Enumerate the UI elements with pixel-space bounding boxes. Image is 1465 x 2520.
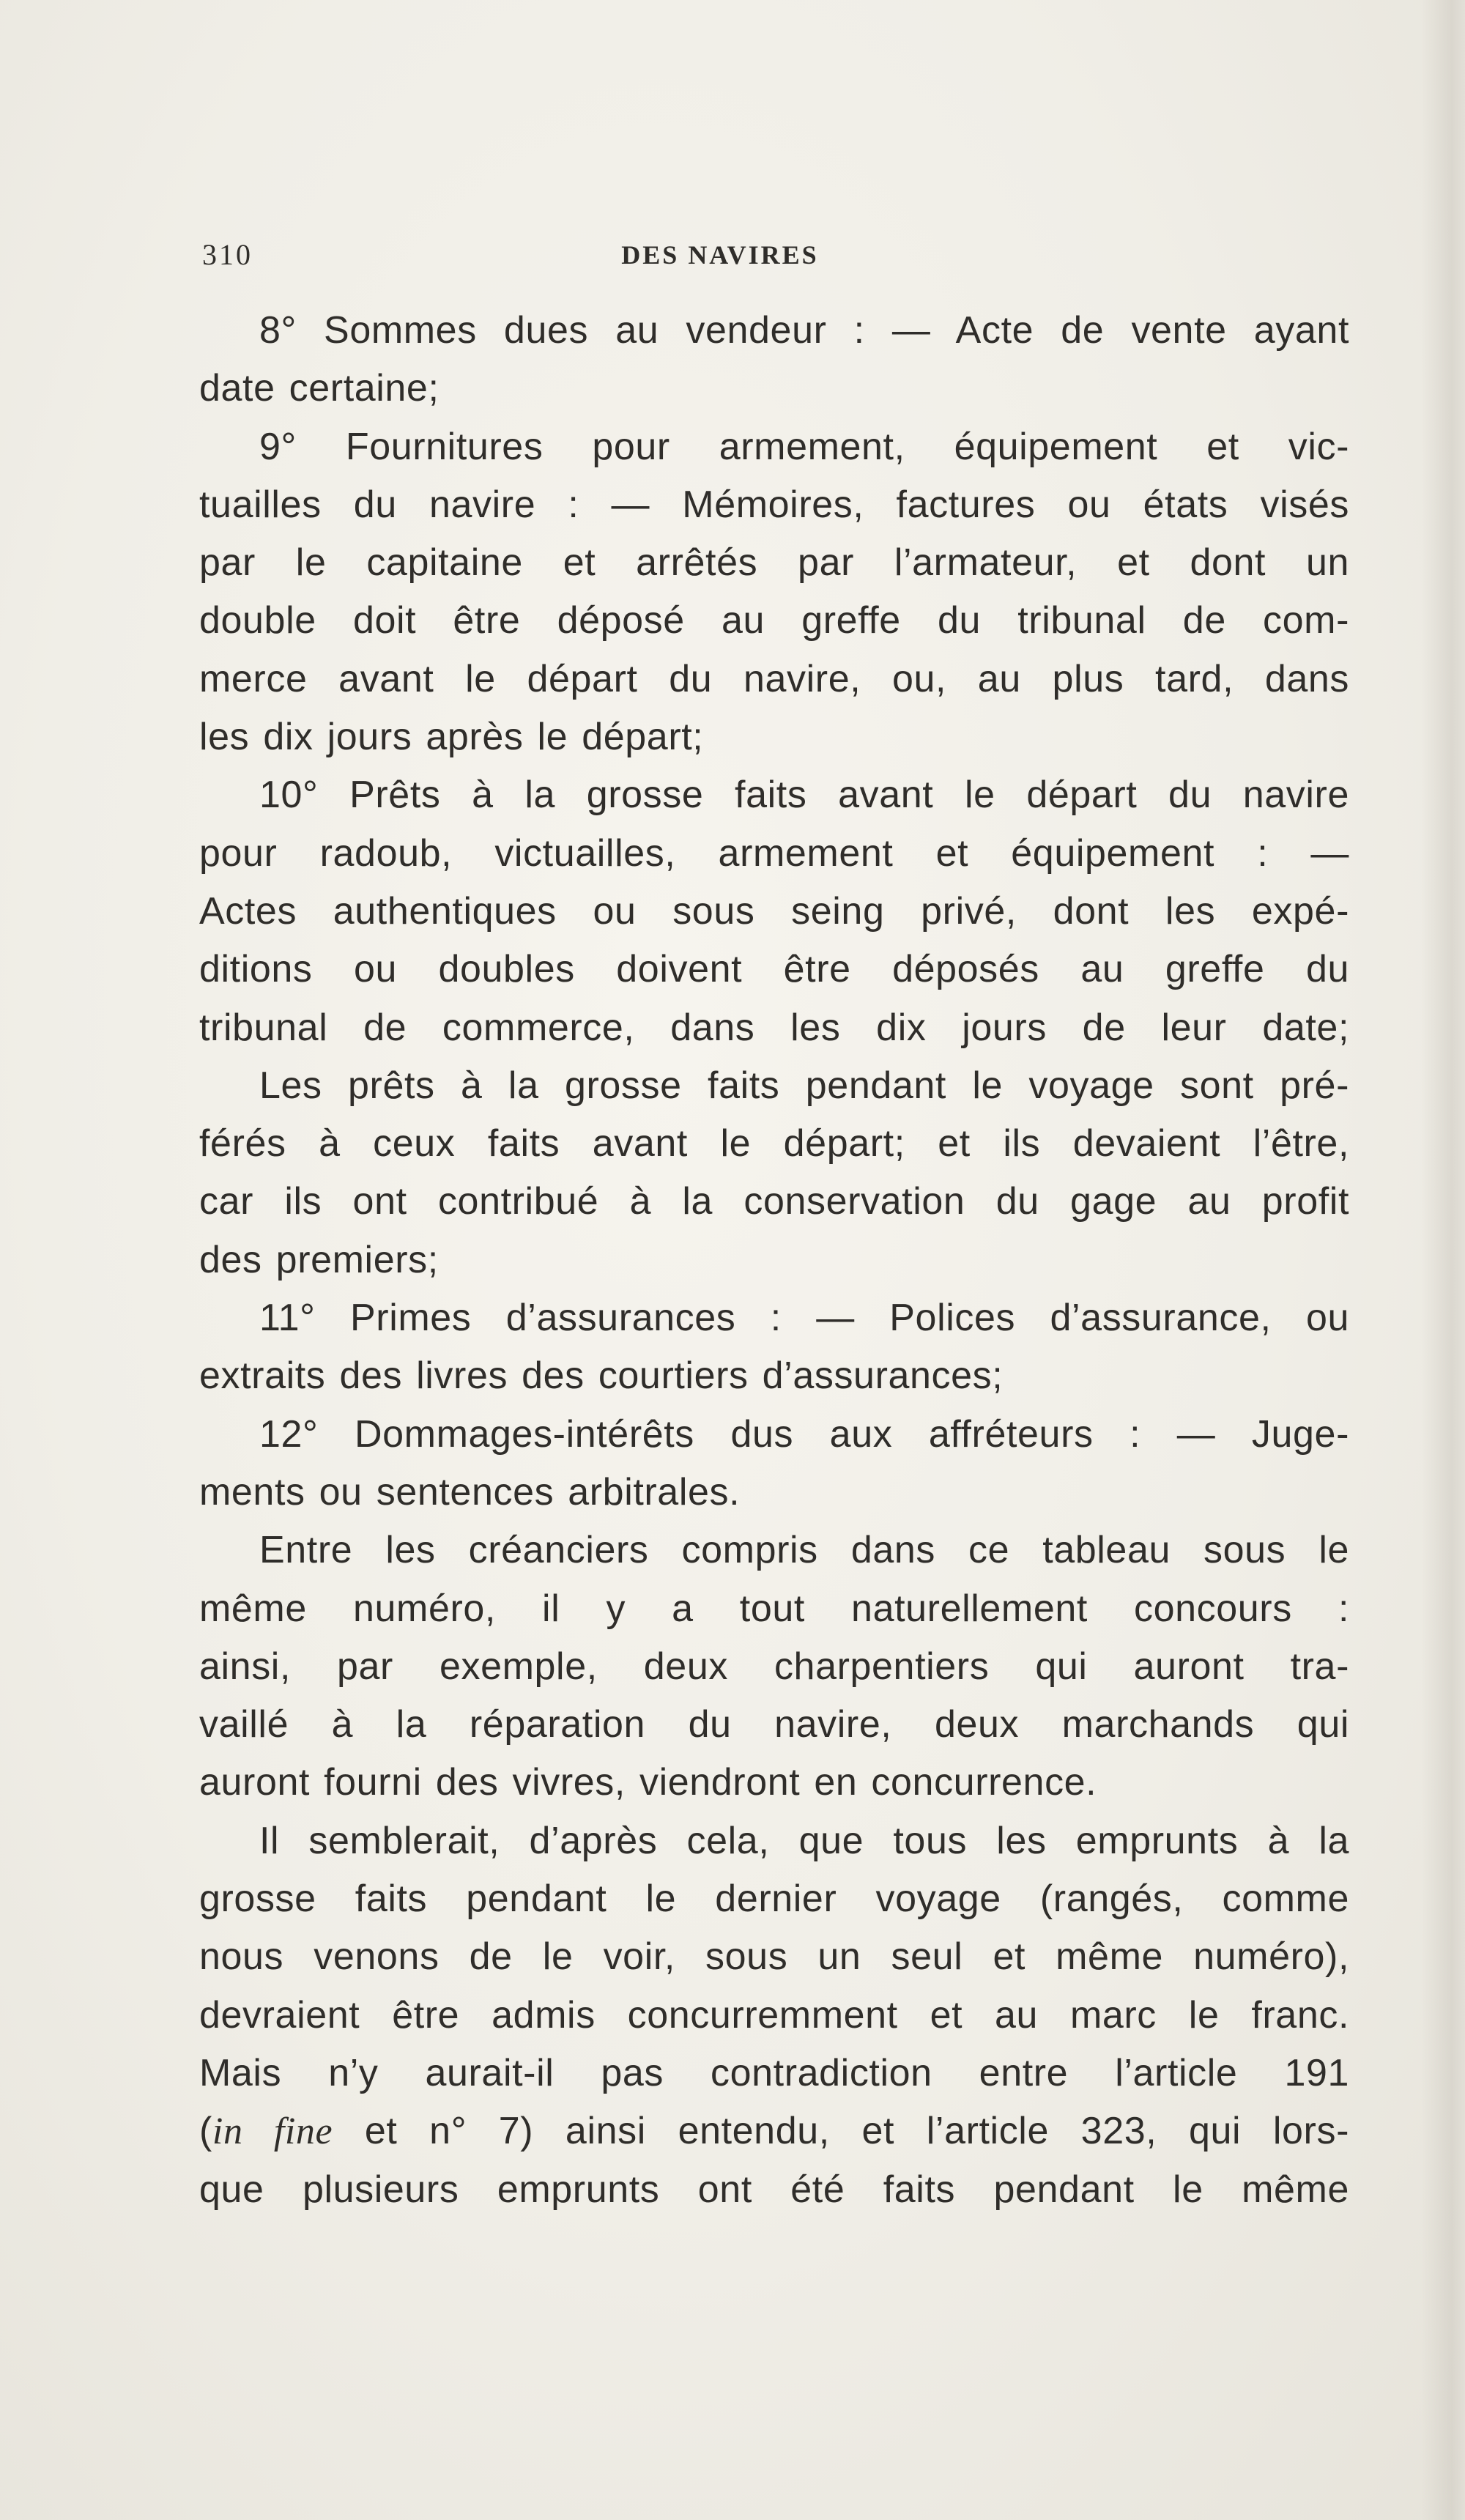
paragraph-item-10 (199, 766, 1349, 1056)
text-line: tuailles du navire : — Mémoires, factures ou états visés (199, 483, 1349, 526)
text-line: 10° Prêts à la grosse faits avant le départ du navire (259, 774, 1349, 817)
text-line: 8° Sommes dues au vendeur : — Acte de vente ayant (259, 309, 1349, 352)
text-line: des premiers; (199, 1238, 439, 1281)
text-line: Actes authentiques ou sous seing privé, dont les expé- (199, 889, 1349, 933)
paragraph-item-8 (199, 302, 1349, 418)
paragraph-continuation (199, 2102, 1349, 2219)
text-line: ments ou sentences arbitrales. (199, 1470, 741, 1513)
text-fragment: ( (199, 2110, 212, 2153)
page-number: 310 (202, 238, 253, 271)
text-line: vaillé à la réparation du navire, deux marchands qui (199, 1703, 1349, 1746)
paragraph-concours (199, 1522, 1349, 1812)
text-line: même numéro, il y a tout naturellement concours : (199, 1587, 1349, 1630)
text-line: Entre les créanciers compris dans ce tableau sous le (259, 1529, 1349, 1572)
text-line: double doit être déposé au greffe du tribunal de com- (199, 599, 1349, 642)
text-line: nous venons de le voir, sous un seul et même numéro), (199, 1935, 1349, 1979)
page-header (196, 233, 1339, 277)
text-line: date certaine; (199, 367, 440, 410)
italic-phrase: in fine (212, 2110, 333, 2153)
text-line: grosse faits pendant le dernier voyage (rangés, comme (199, 1878, 1349, 1921)
text-line: pour radoub, victuailles, armement et équipement : — (199, 831, 1349, 875)
text-line (199, 2102, 1349, 2160)
text-line: car ils ont contribué à la conservation du gage au profit (199, 1180, 1349, 1223)
text-line: par le capitaine et arrêtés par l’armateur, et dont un (199, 541, 1349, 585)
running-head: DES NAVIRES (621, 240, 819, 270)
paragraph-item-9 (199, 418, 1349, 767)
text-line: extraits des livres des courtiers d’assurances; (199, 1354, 1004, 1398)
text-line: merce avant le départ du navire, ou, au plus tard, dans (199, 657, 1349, 700)
text-fragment: et n° 7) ainsi entendu, et l’article 323, qui lors- (333, 2110, 1349, 2153)
text-line: ainsi, par exemple, deux charpentiers qui auront tra- (199, 1645, 1349, 1688)
paragraph-remark-prets (199, 1057, 1349, 1289)
body-text (199, 302, 1349, 2219)
page-edge-shadow (1421, 0, 1465, 2520)
paragraph-emprunts (199, 1812, 1349, 2102)
paragraph-item-12 (199, 1406, 1349, 1522)
text-line: devraient être admis concurremment et au marc le franc. (199, 1993, 1349, 2037)
text-line: 9° Fournitures pour armement, équipement et vic- (259, 425, 1349, 468)
text-line: 12° Dommages-intérêts dus aux affréteurs : — Juge- (259, 1412, 1349, 1456)
text-line: Mais n’y aurait-il pas contradiction entre l’article 191 (199, 2051, 1349, 2094)
text-line: 11° Primes d’assurances : — Polices d’assurance, ou (259, 1297, 1349, 1340)
text-line: auront fourni des vivres, viendront en concurrence. (199, 1761, 1097, 1804)
text-line: que plusieurs emprunts ont été faits pendant le même (199, 2168, 1349, 2211)
text-line: férés à ceux faits avant le départ; et ils devaient l’être, (199, 1122, 1349, 1166)
text-line: Il semblerait, d’après cela, que tous les emprunts à la (259, 1819, 1349, 1862)
text-line: ditions ou doubles doivent être déposés au greffe du (199, 948, 1349, 991)
text-line: les dix jours après le départ; (199, 716, 704, 759)
text-line: Les prêts à la grosse faits pendant le voyage sont pré- (259, 1064, 1349, 1107)
text-line: tribunal de commerce, dans les dix jours de leur date; (199, 1006, 1349, 1049)
paragraph-item-11 (199, 1289, 1349, 1406)
